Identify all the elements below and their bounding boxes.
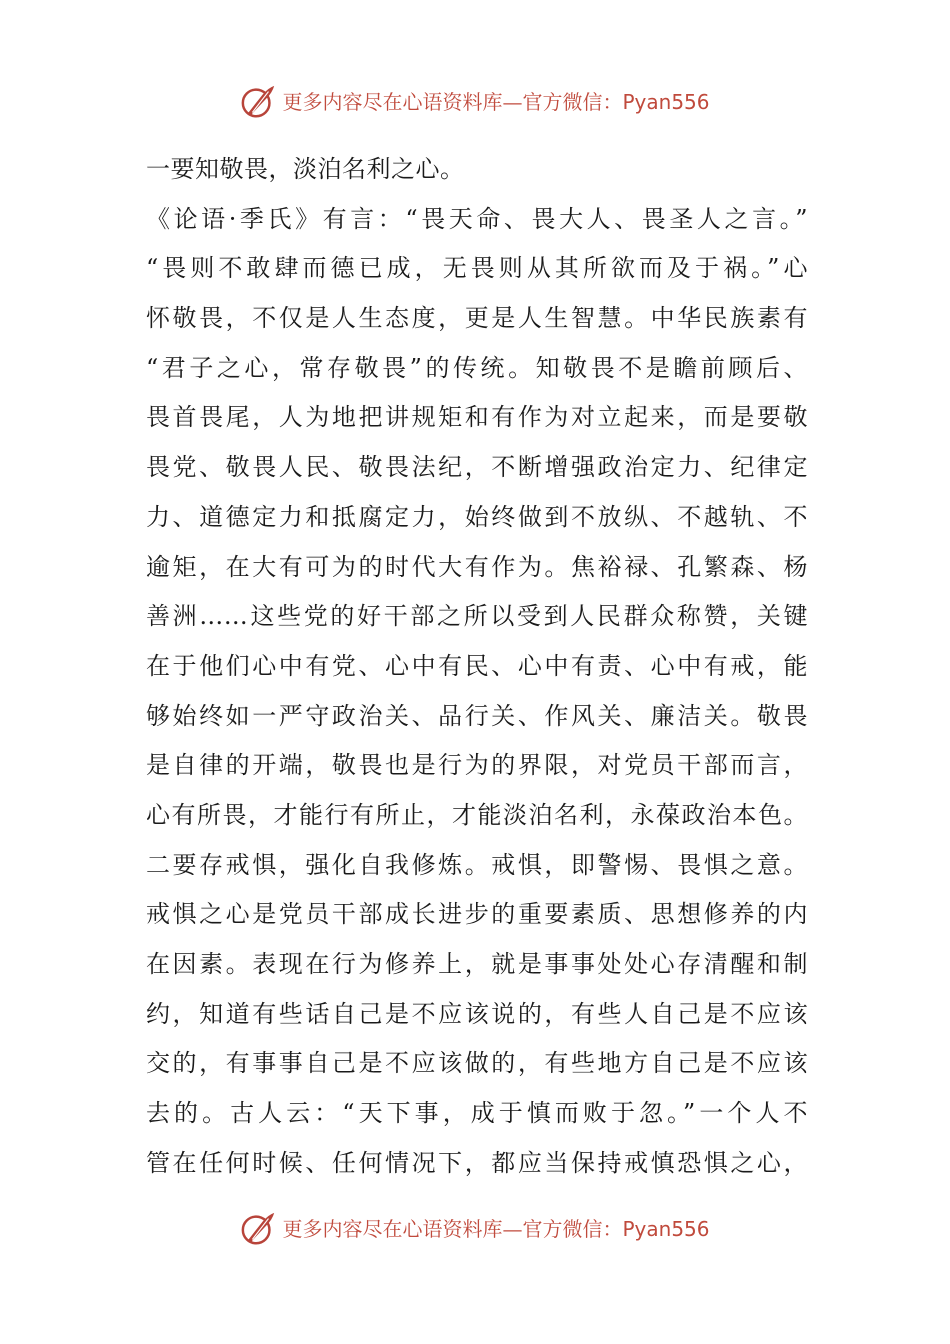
text-line: 畏党、敬畏人民、敬畏法纪，不断增强政治定力、纪律定: [146, 453, 808, 482]
text-line: 畏首畏尾，人为地把讲规矩和有作为对立起来，而是要敬: [146, 403, 808, 432]
text-line: 善洲……这些党的好干部之所以受到人民群众称赞，关键: [146, 602, 808, 631]
text-line: 交的，有事事自己是不应该做的，有些地方自己是不应该: [146, 1049, 808, 1078]
text-line: 逾矩，在大有可为的时代大有作为。焦裕禄、孔繁森、杨: [146, 552, 808, 581]
quill-pen-logo-icon: [240, 83, 278, 121]
text-line: 《论语·季氏》有言：“畏天命、畏大人、畏圣人之言。”: [146, 204, 808, 233]
text-line: 管在任何时候、任何情况下，都应当保持戒慎恐惧之心，: [146, 1148, 808, 1177]
text-line: 二要存戒惧，强化自我修炼。戒惧，即警惕、畏惧之意。: [146, 850, 808, 879]
banner-text: [282, 80, 709, 124]
text-line: 约，知道有些话自己是不应该说的，有些人自己是不应该: [146, 999, 808, 1028]
text-line: 在因素。表现在行为修养上，就是事事处处心存清醒和制: [146, 950, 808, 978]
text-line: 是自律的开端，敬畏也是行为的界限，对党员干部而言，: [146, 751, 808, 780]
text-line: 心有所畏，才能行有所止，才能淡泊名利，永葆政治本色。: [146, 800, 808, 829]
text-line: 力、道德定力和抵腐定力，始终做到不放纵、不越轨、不: [146, 502, 808, 531]
text-line: 戒惧之心是党员干部成长进步的重要素质、思想修养的内: [146, 900, 808, 929]
quill-pen-logo-icon: [240, 1210, 278, 1248]
banner-lead-text: 更多内容尽在心语资料库—官方微信：: [282, 90, 623, 114]
banner-wechat-handle: Pyan556: [622, 1217, 710, 1241]
text-line: “畏则不敢肆而德已成，无畏则从其所欲而及于祸。”心: [146, 254, 808, 283]
document-body: [146, 145, 808, 1188]
banner-text: [282, 1207, 709, 1251]
text-line: 去的。古人云：“天下事，成于慎而败于忽。”一个人不: [146, 1099, 808, 1128]
banner-lead-text: 更多内容尽在心语资料库—官方微信：: [282, 1217, 623, 1241]
text-line: “君子之心，常存敬畏”的传统。知敬畏不是瞻前顾后、: [146, 353, 808, 382]
text-line: 够始终如一严守政治关、品行关、作风关、廉洁关。敬畏: [146, 701, 808, 730]
text-line: 在于他们心中有党、心中有民、心中有责、心中有戒，能: [146, 651, 808, 680]
text-line: 怀敬畏，不仅是人生态度，更是人生智慧。中华民族素有: [146, 304, 808, 333]
text-line: 一要知敬畏，淡泊名利之心。: [146, 155, 465, 183]
header-banner: [0, 80, 950, 124]
banner-wechat-handle: Pyan556: [622, 90, 710, 114]
footer-banner: [0, 1207, 950, 1251]
